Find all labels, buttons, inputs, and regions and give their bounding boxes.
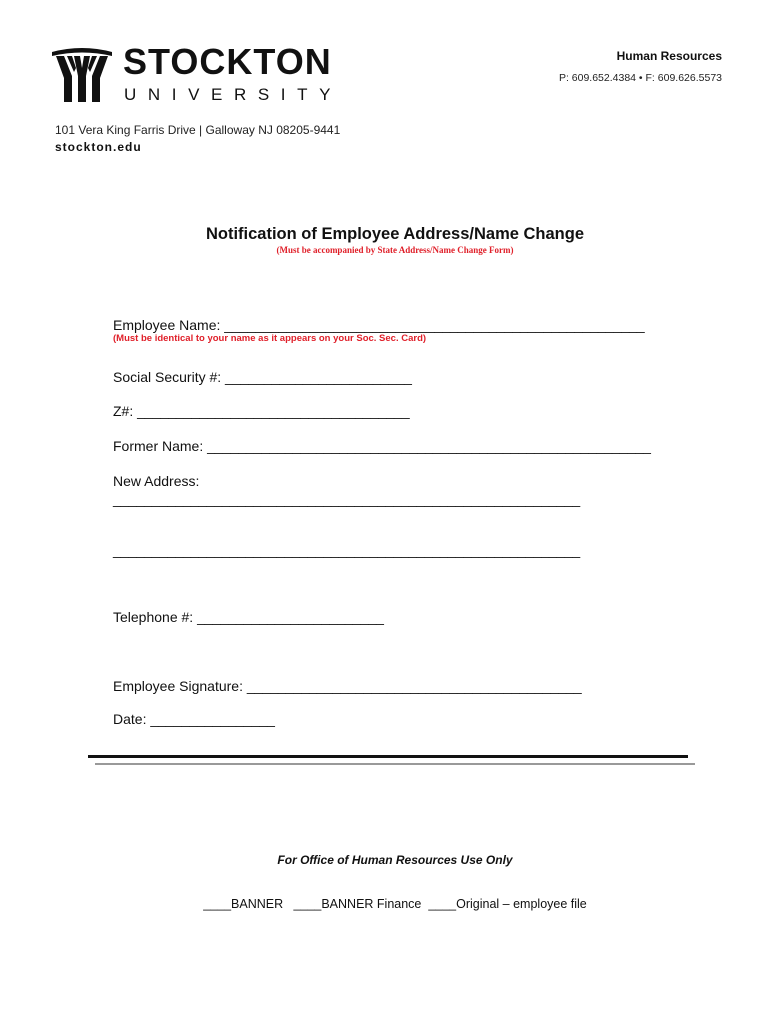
address-line-2-field[interactable]: ____________________________________________________________ xyxy=(113,542,581,558)
employee-name-note: (Must be identical to your name as it appears on your Soc. Sec. Card) xyxy=(113,333,427,344)
university-address: 101 Vera King Farris Drive | Galloway NJ 08205-9441 xyxy=(55,123,341,137)
ssn-field[interactable]: Social Security #: ________________________ xyxy=(113,369,412,385)
telephone-field[interactable]: Telephone #: ________________________ xyxy=(113,609,384,625)
employee-name-field[interactable]: Employee Name: ______________________________________________________ xyxy=(113,317,645,333)
website-link[interactable]: stockton.edu xyxy=(55,140,142,154)
z-number-field[interactable]: Z#: ___________________________________ xyxy=(113,403,410,419)
former-name-field[interactable]: Former Name: _________________________________________________________ xyxy=(113,438,651,454)
office-use-heading: For Office of Human Resources Use Only xyxy=(277,853,513,867)
section-divider-shadow xyxy=(95,763,695,765)
section-divider xyxy=(88,755,688,758)
new-address-label: New Address: xyxy=(113,473,200,489)
date-field[interactable]: Date: ________________ xyxy=(113,711,275,727)
address-line-1-field[interactable]: ____________________________________________________________ xyxy=(113,491,581,507)
stockton-tree-logo xyxy=(50,46,114,102)
contact-phones: P: 609.652.4384 • F: 609.626.5573 xyxy=(558,72,722,84)
brand-name: STOCKTON xyxy=(123,41,332,82)
form-subtitle: (Must be accompanied by State Address/Name Change Form) xyxy=(276,245,514,255)
brand-subtitle: UNIVERSITY xyxy=(124,85,343,104)
form-title: Notification of Employee Address/Name Change xyxy=(205,225,585,243)
department-name: Human Resources xyxy=(616,49,722,63)
office-use-checklist[interactable]: ____BANNER ____BANNER Finance ____Original – employee file xyxy=(203,897,587,911)
employee-signature-field[interactable]: Employee Signature: ___________________________________________ xyxy=(113,678,582,694)
